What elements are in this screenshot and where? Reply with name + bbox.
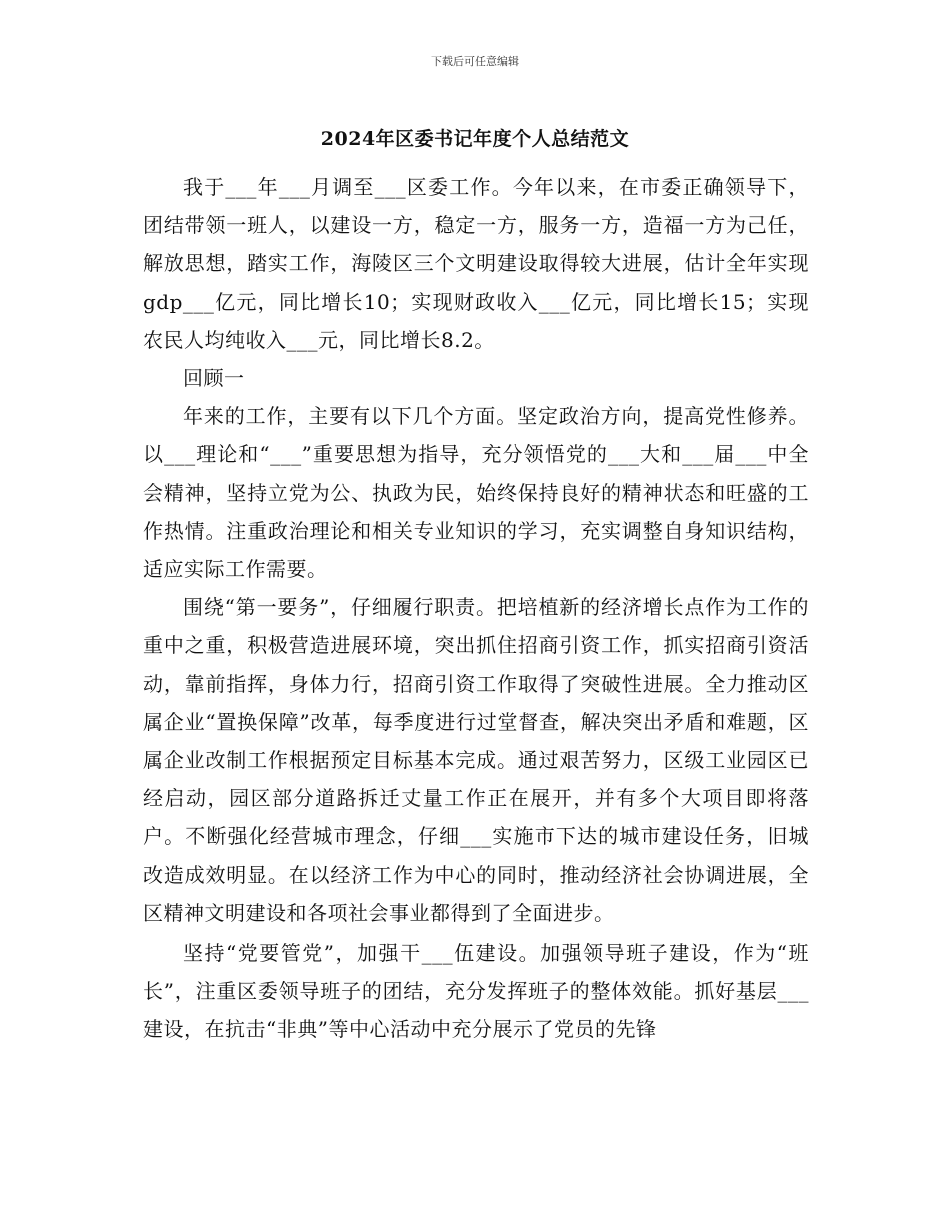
paragraph-intro: 我于___年___月调至___区委工作。今年以来，在市委正确领导下，团结带领一班人，以建设一方，稳定一方，服务一方，造福一方为己任，解放思想，踏实工作，海陵区三个文明建设取得较大进展，估计全年实现gdp___亿元，同比增长10；实现财政收入___亿元，同比增长15；实现农民人均纯收入___元，同比增长8.2。 — [143, 175, 809, 352]
document-title: 2024年区委书记年度个人总结范文 — [320, 128, 630, 150]
header-note: 下载后可任意编辑 — [431, 55, 519, 68]
paragraph-political-direction: 年来的工作，主要有以下几个方面。坚定政治方向，提高党性修养。以___理论和“___”重要思想为指导，充分领悟党的___大和___届___中全会精神，坚持立党为公、执政为民，始终保持良好的精神状态和旺盛的工作热情。注重政治理论和相关专业知识的学习，充实调整自身知识结构，适应实际工作需要。 — [143, 404, 809, 582]
paragraph-first-priority: 围绕“第一要务”，仔细履行职责。把培植新的经济增长点作为工作的重中之重，积极营造进展环境，突出抓住招商引资工作，抓实招商引资活动，靠前指挥，身体力行，招商引资工作取得了突破性进展。全力推动区属企业“置换保障”改革，每季度进行过堂督查，解决突出矛盾和难题，区属企业改制工作根据预定目标基本完成。通过艰苦努力，区级工业园区已经启动，园区部分道路拆迁丈量工作正在展开，并有多个大项目即将落户。不断强化经营城市理念，仔细___实施市下达的城市建设任务，旧城改造成效明显。在以经济工作为中心的同时，推动经济社会协调进展，全区精神文明建设和各项社会事业都得到了全面进步。 — [143, 595, 809, 925]
document-body — [143, 168, 809, 1049]
paragraph-review-heading: 回顾一 — [183, 366, 245, 391]
paragraph-party-building: 坚持“党要管党”，加强干___伍建设。加强领导班子建设，作为“班长”，注重区委领导班子的团结，充分发挥班子的整体效能。抓好基层___建设，在抗击“非典”等中心活动中充分展示了党员的先锋 — [143, 941, 809, 1042]
